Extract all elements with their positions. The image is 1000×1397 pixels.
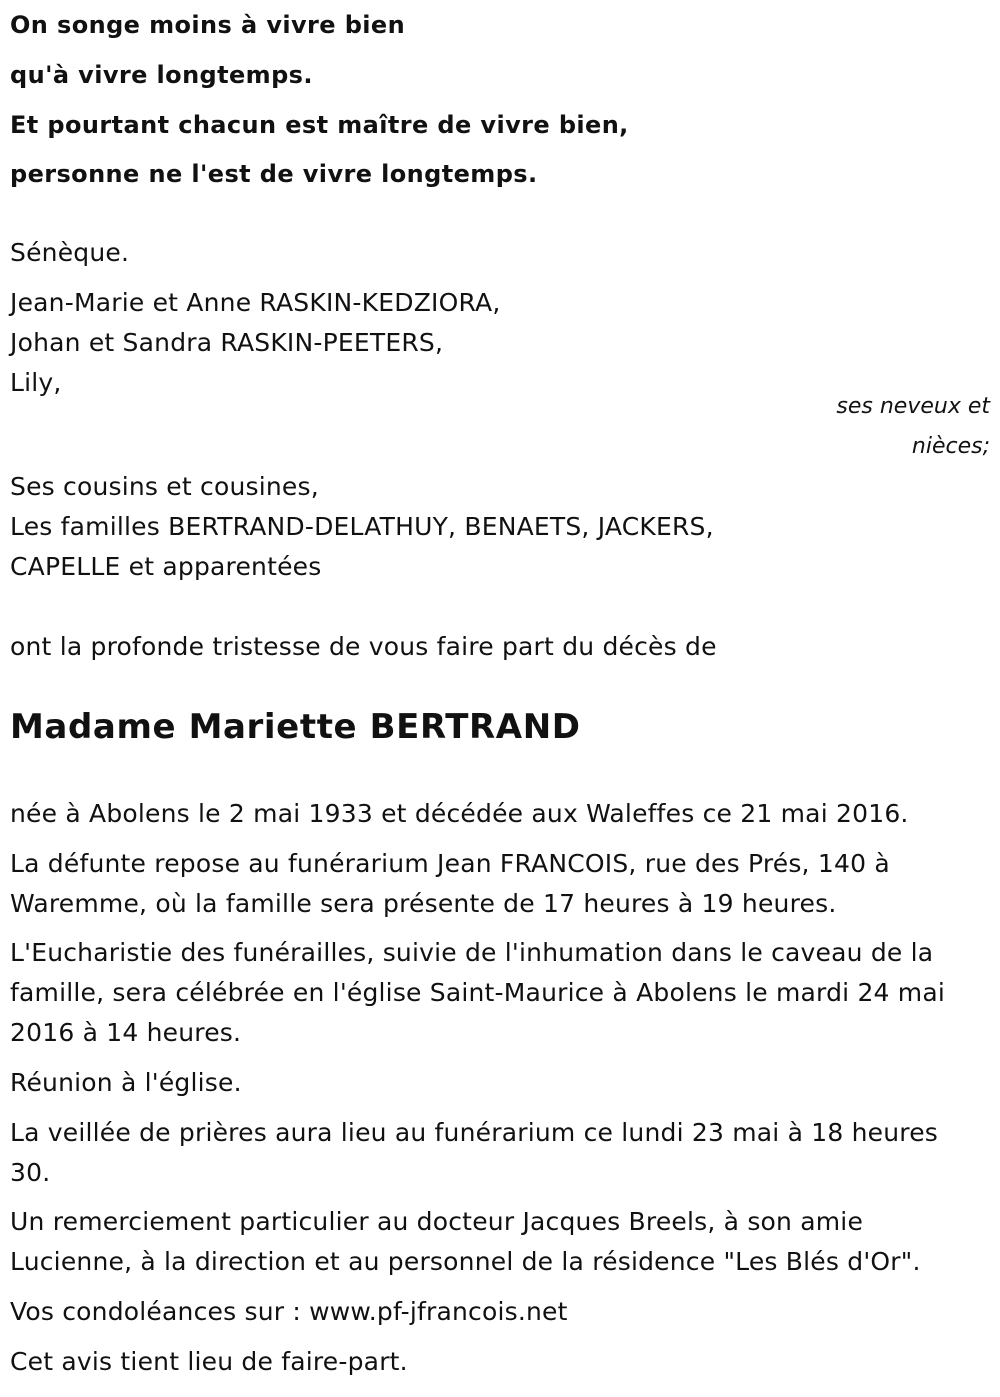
quote-line: qu'à vivre longtemps.: [10, 61, 313, 89]
family-other: Les familles BERTRAND-DELATHUY, BENAETS, JACKERS,: [10, 512, 714, 541]
family-other: Ses cousins et cousines,: [10, 472, 319, 501]
detail-paragraph: La veillée de prières aura lieu au funérarium ce lundi 23 mai à 18 heures 30.: [10, 1118, 939, 1187]
detail-paragraph: Réunion à l'église.: [10, 1068, 242, 1097]
detail-paragraph: Cet avis tient lieu de faire-part.: [10, 1347, 408, 1376]
deceased-name: Madame Mariette BERTRAND: [10, 707, 581, 747]
quote-line: Et pourtant chacun est maître de vivre bien,: [10, 111, 629, 139]
detail-paragraph: Un remerciement particulier au docteur Jacques Breels, à son amie Lucienne, à la direction et au personnel de la résidence "Les Blés d'Or".: [10, 1207, 921, 1276]
quote-author: Sénèque.: [10, 238, 130, 267]
family-member: Johan et Sandra RASKIN-PEETERS,: [10, 328, 444, 357]
family-other: CAPELLE et apparentées: [10, 552, 322, 581]
detail-paragraph: née à Abolens le 2 mai 1933 et décédée aux Waleffes ce 21 mai 2016.: [10, 799, 909, 828]
condolences-line: Vos condoléances sur : www.pf-jfrancois.net: [10, 1297, 568, 1326]
detail-paragraph: La défunte repose au funérarium Jean FRANCOIS, rue des Prés, 140 à Waremme, où la famille sera présente de 17 heures à 19 heures.: [10, 849, 890, 918]
quote-line: On songe moins à vivre bien: [10, 11, 406, 39]
family-member: Lily,: [10, 368, 62, 397]
quote-line: personne ne l'est de vivre longtemps.: [10, 160, 538, 188]
relation-label: nièces;: [911, 434, 990, 459]
relation-label: ses neveux et: [836, 394, 990, 419]
announcement-text: ont la profonde tristesse de vous faire part du décès de: [10, 632, 717, 661]
detail-paragraph: L'Eucharistie des funérailles, suivie de l'inhumation dans le caveau de la famille, sera célébrée en l'église Saint-Maurice à Abolens le mardi 24 mai 2016 à 14 heures.: [10, 938, 946, 1047]
family-member: Jean-Marie et Anne RASKIN-KEDZIORA,: [10, 288, 501, 317]
